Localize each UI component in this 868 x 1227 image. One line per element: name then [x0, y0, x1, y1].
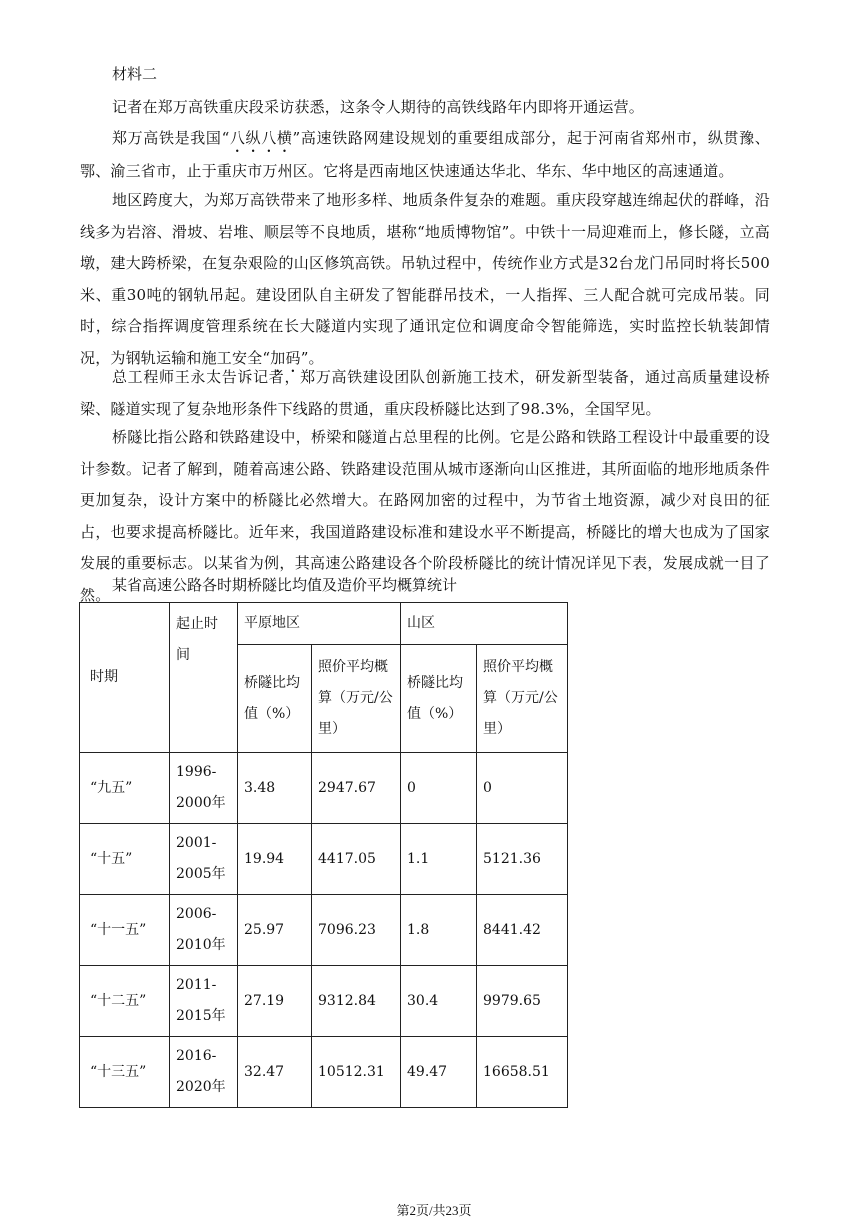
- cell-range: 1996-2000年: [170, 753, 238, 824]
- cell-mountain-cost: 8441.42: [477, 895, 568, 966]
- table-row: [80, 895, 568, 966]
- cell-plain-cost: 2947.67: [312, 753, 401, 824]
- cell-mountain-cost: 0: [477, 753, 568, 824]
- emphasis-term-jiama: 加码: [270, 348, 301, 367]
- cell-range: 2001-2005年: [170, 824, 238, 895]
- paragraph-3-part-b: ”。: [300, 348, 324, 367]
- cell-mountain-cost: 5121.36: [477, 824, 568, 895]
- cell-range: 2006-2010年: [170, 895, 238, 966]
- paragraph-4: 总工程师王永太告诉记者，郑万高铁建设团队创新施工技术，研发新型装备，通过高质量建设桥梁、隧道实现了复杂地形条件下线路的贯通，重庆段桥隧比达到了98.3%，全国罕见。: [80, 368, 770, 418]
- cell-plain-ratio: 19.94: [238, 824, 312, 895]
- cell-plain-ratio: 3.48: [238, 753, 312, 824]
- header-plain-ratio: 桥隧比均值（%）: [238, 645, 312, 753]
- header-mountain-region: 山区: [401, 603, 568, 645]
- table-title: 某省高速公路各时期桥隧比均值及造价平均概算统计: [112, 576, 458, 594]
- table-header-row-1: [80, 603, 568, 645]
- table-row: [80, 753, 568, 824]
- paragraph-2: [80, 123, 770, 188]
- cell-period: “十一五”: [80, 895, 170, 966]
- cell-period: “十三五”: [80, 1037, 170, 1108]
- statistics-table: [79, 602, 568, 1108]
- cell-plain-cost: 4417.05: [312, 824, 401, 895]
- paragraph-2-part-a: 郑万高铁是我国“: [112, 129, 230, 147]
- emphasis-term-bazong-bahneg: 八纵八横: [229, 129, 293, 147]
- cell-plain-cost: 10512.31: [312, 1037, 401, 1108]
- paragraph-3: [80, 185, 770, 376]
- cell-period: “九五”: [80, 753, 170, 824]
- header-period: 时期: [80, 603, 170, 753]
- header-range: 起止时间: [170, 603, 238, 753]
- cell-mountain-ratio: 0: [401, 753, 477, 824]
- cell-mountain-ratio: 1.8: [401, 895, 477, 966]
- cell-period: “十二五”: [80, 966, 170, 1037]
- table-row: [80, 966, 568, 1037]
- cell-mountain-cost: 9979.65: [477, 966, 568, 1037]
- table-row: [80, 824, 568, 895]
- cell-mountain-ratio: 1.1: [401, 824, 477, 895]
- cell-plain-cost: 9312.84: [312, 966, 401, 1037]
- cell-plain-ratio: 32.47: [238, 1037, 312, 1108]
- header-plain-cost: 照价平均概算（万元/公里）: [312, 645, 401, 753]
- cell-plain-ratio: 27.19: [238, 966, 312, 1037]
- paragraph-5: 桥隧比指公路和铁路建设中，桥梁和隧道占总里程的比例。它是公路和铁路工程设计中最重要的设计参数。记者了解到，随着高速公路、铁路建设范围从城市逐渐向山区推进，其所面临的地形地质条件更加复杂，设计方案中的桥隧比必然增大。在路网加密的过程中，为节省土地资源，减少对良田的征占，也要求提高桥隧比。近年来，我国道路建设标准和建设水平不断提高，桥隧比的增大也成为了国家发展的重要标志。以某省为例，其高速公路建设各个阶段桥隧比的统计情况详见下表，发展成就一目了然。: [80, 428, 770, 604]
- header-mountain-cost: 照价平均概算（万元/公里）: [477, 645, 568, 753]
- cell-plain-ratio: 25.97: [238, 895, 312, 966]
- cell-mountain-ratio: 49.47: [401, 1037, 477, 1108]
- cell-mountain-cost: 16658.51: [477, 1037, 568, 1108]
- header-plain-region: 平原地区: [238, 603, 401, 645]
- cell-range: 2011-2015年: [170, 966, 238, 1037]
- cell-range: 2016-2020年: [170, 1037, 238, 1108]
- cell-period: “十五”: [80, 824, 170, 895]
- paragraph-3-part-a: 地区跨度大，为郑万高铁带来了地形多样、地质条件复杂的难题。重庆段穿越连绵起伏的群峰，沿线多为岩溶、滑坡、岩堆、顺层等不良地质，堪称“地质博物馆”。中铁十一局迎难而上，修长隧，立高墩，建大跨桥梁，在复杂艰险的山区修筑高铁。吊轨过程中，传统作业方式是32台龙门吊同时将长500米、重30吨的钢轨吊起。建设团队自主研发了智能群吊技术，一人指挥、三人配合就可完成吊装。同时，综合指挥调度管理系统在长大隧道内实现了通讯定位和调度命令智能筛选，实时监控长轨装卸情况，为钢轨运输和施工安全“: [80, 191, 770, 367]
- paragraph-1: 记者在郑万高铁重庆段采访获悉，这条令人期待的高铁线路年内即将开通运营。: [112, 98, 645, 116]
- page-number-footer: 第2页/共23页: [396, 1203, 472, 1218]
- header-mountain-ratio: 桥隧比均值（%）: [401, 645, 477, 753]
- cell-plain-cost: 7096.23: [312, 895, 401, 966]
- table-row: [80, 1037, 568, 1108]
- section-heading: 材料二: [112, 65, 158, 83]
- cell-mountain-ratio: 30.4: [401, 966, 477, 1037]
- paragraph-2-part-b: ”高速铁路网建设规划的重要组成部分，起于河南省郑州市，纵贯豫、鄂、渝三省市，止于重庆市万州区。它将是西南地区快速通达华北、华东、华中地区的高速通道。: [80, 129, 770, 180]
